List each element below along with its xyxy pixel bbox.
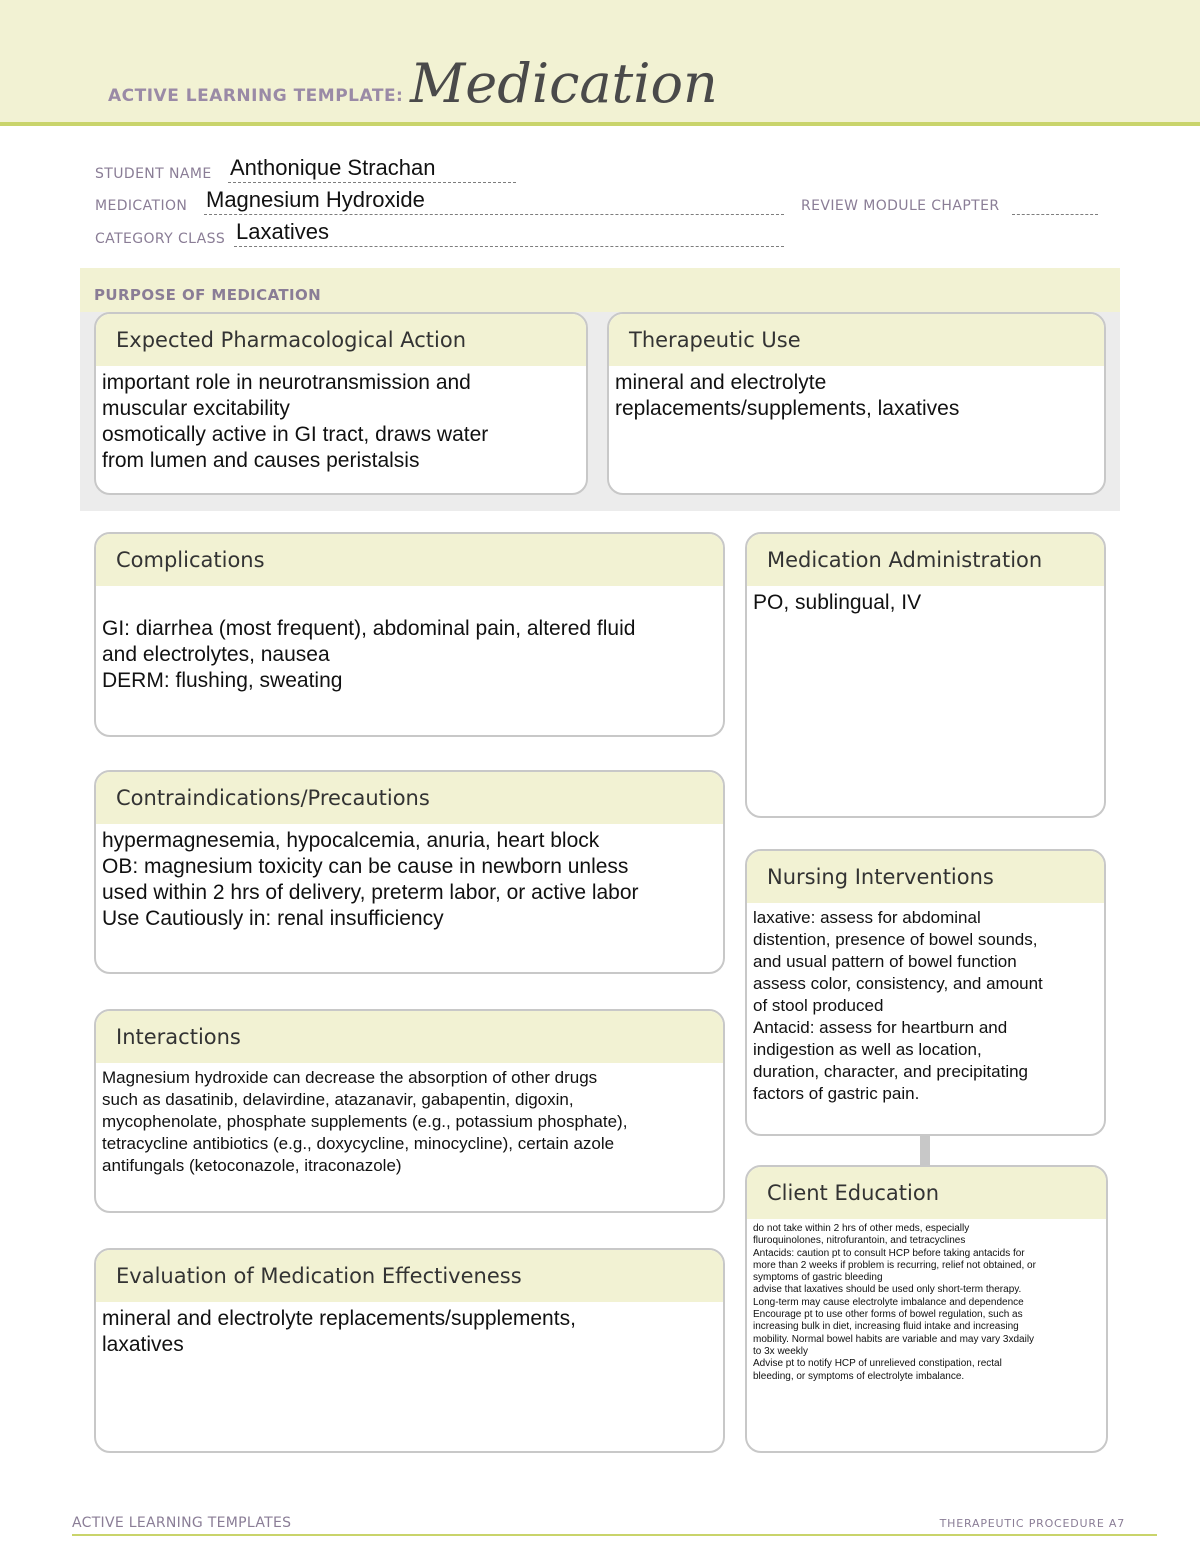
evaluation-heading: Evaluation of Medication Effectiveness <box>96 1250 723 1302</box>
contraindications-box[interactable] <box>94 770 725 974</box>
nursing-interventions-text: laxative: assess for abdominal distention, presence of bowel sounds, and usual pattern of bowel function assess color, consistency, and amount of stool produced Antacid: assess for heartburn and indigestion as well as location, duration, character, and precipitating factors of gastric pain. <box>753 908 1043 1103</box>
interactions-heading: Interactions <box>96 1011 723 1063</box>
student-name-field[interactable]: Anthonique Strachan <box>230 155 436 180</box>
student-name-line <box>228 182 516 183</box>
footer-divider <box>72 1534 1157 1536</box>
category-class-label: CATEGORY CLASS <box>95 231 226 247</box>
footer-right: THERAPEUTIC PROCEDURE A7 <box>939 1517 1125 1530</box>
complications-box[interactable] <box>94 532 725 737</box>
administration-heading: Medication Administration <box>747 534 1104 586</box>
nursing-interventions-box[interactable] <box>745 849 1106 1136</box>
expected-action-heading: Expected Pharmacological Action <box>96 314 586 366</box>
therapeutic-use-text: mineral and electrolyte replacements/supplements, laxatives <box>615 371 960 420</box>
client-education-heading: Client Education <box>747 1167 1106 1219</box>
administration-box[interactable] <box>745 532 1106 818</box>
medication-label: MEDICATION <box>95 198 188 214</box>
footer-left: ACTIVE LEARNING TEMPLATES <box>72 1515 292 1531</box>
nursing-interventions-heading: Nursing Interventions <box>747 851 1104 903</box>
purpose-title: PURPOSE OF MEDICATION <box>94 286 322 304</box>
review-module-field[interactable] <box>1012 214 1098 215</box>
medication-line <box>204 214 784 215</box>
interactions-box[interactable] <box>94 1009 725 1213</box>
expected-action-text: important role in neurotransmission and muscular excitability osmotically active in GI tract, draws water from lumen and causes peristalsis <box>102 371 489 472</box>
connector-bar <box>920 1136 930 1166</box>
student-name-label: STUDENT NAME <box>95 166 212 182</box>
contraindications-heading: Contraindications/Precautions <box>96 772 723 824</box>
client-education-box[interactable] <box>745 1165 1108 1453</box>
header-divider <box>0 122 1200 126</box>
complications-heading: Complications <box>96 534 723 586</box>
contraindications-text: hypermagnesemia, hypocalcemia, anuria, heart block OB: magnesium toxicity can be cause in newborn unless used within 2 hrs of delivery, preterm labor, or active labor Use Cautiously in: renal insufficiency <box>102 829 639 930</box>
evaluation-text: mineral and electrolyte replacements/supplements, laxatives <box>102 1307 576 1356</box>
evaluation-box[interactable] <box>94 1248 725 1453</box>
therapeutic-use-box[interactable] <box>607 312 1106 495</box>
template-label: ACTIVE LEARNING TEMPLATE: <box>108 86 404 106</box>
category-class-line <box>234 246 784 247</box>
expected-action-box[interactable] <box>94 312 588 495</box>
client-education-text: do not take within 2 hrs of other meds, especially fluroquinolones, nitrofurantoin, and tetracyclines Antacids: caution pt to consult HCP before taking antacids for more than 2 weeks if problem is recurring, relief not obtained, or symptoms of gastric bleeding advise that laxatives should be used only short-term therapy. Long-term may cause electrolyte imbalance and dependence Encourage pt to use other forms of bowel regulation, such as increasing bulk in diet, increasing fluid intake and increasing mobility. Normal bowel habits are variable and may vary 3xdaily to 3x weekly Advise pt to notify HCP of unrelieved constipation, rectal bleeding, or symptoms of electrolyte imbalance. <box>753 1223 1036 1382</box>
therapeutic-use-heading: Therapeutic Use <box>609 314 1104 366</box>
complications-text: GI: diarrhea (most frequent), abdominal pain, altered fluid and electrolytes, nausea DERM: flushing, sweating <box>102 617 636 692</box>
page-title: Medication <box>410 52 718 115</box>
administration-text: PO, sublingual, IV <box>753 591 922 614</box>
review-module-label: REVIEW MODULE CHAPTER <box>801 198 1000 214</box>
interactions-text: Magnesium hydroxide can decrease the absorption of other drugs such as dasatinib, delavirdine, atazanavir, gabapentin, digoxin, mycophenolate, phosphate supplements (e.g., potassium phosphate), tetracycline antibiotics (e.g., doxycycline, minocycline), certain azole antifungals (ketoconazole, itraconazole) <box>102 1068 628 1175</box>
category-class-field[interactable]: Laxatives <box>236 219 329 244</box>
medication-field[interactable]: Magnesium Hydroxide <box>206 187 425 212</box>
